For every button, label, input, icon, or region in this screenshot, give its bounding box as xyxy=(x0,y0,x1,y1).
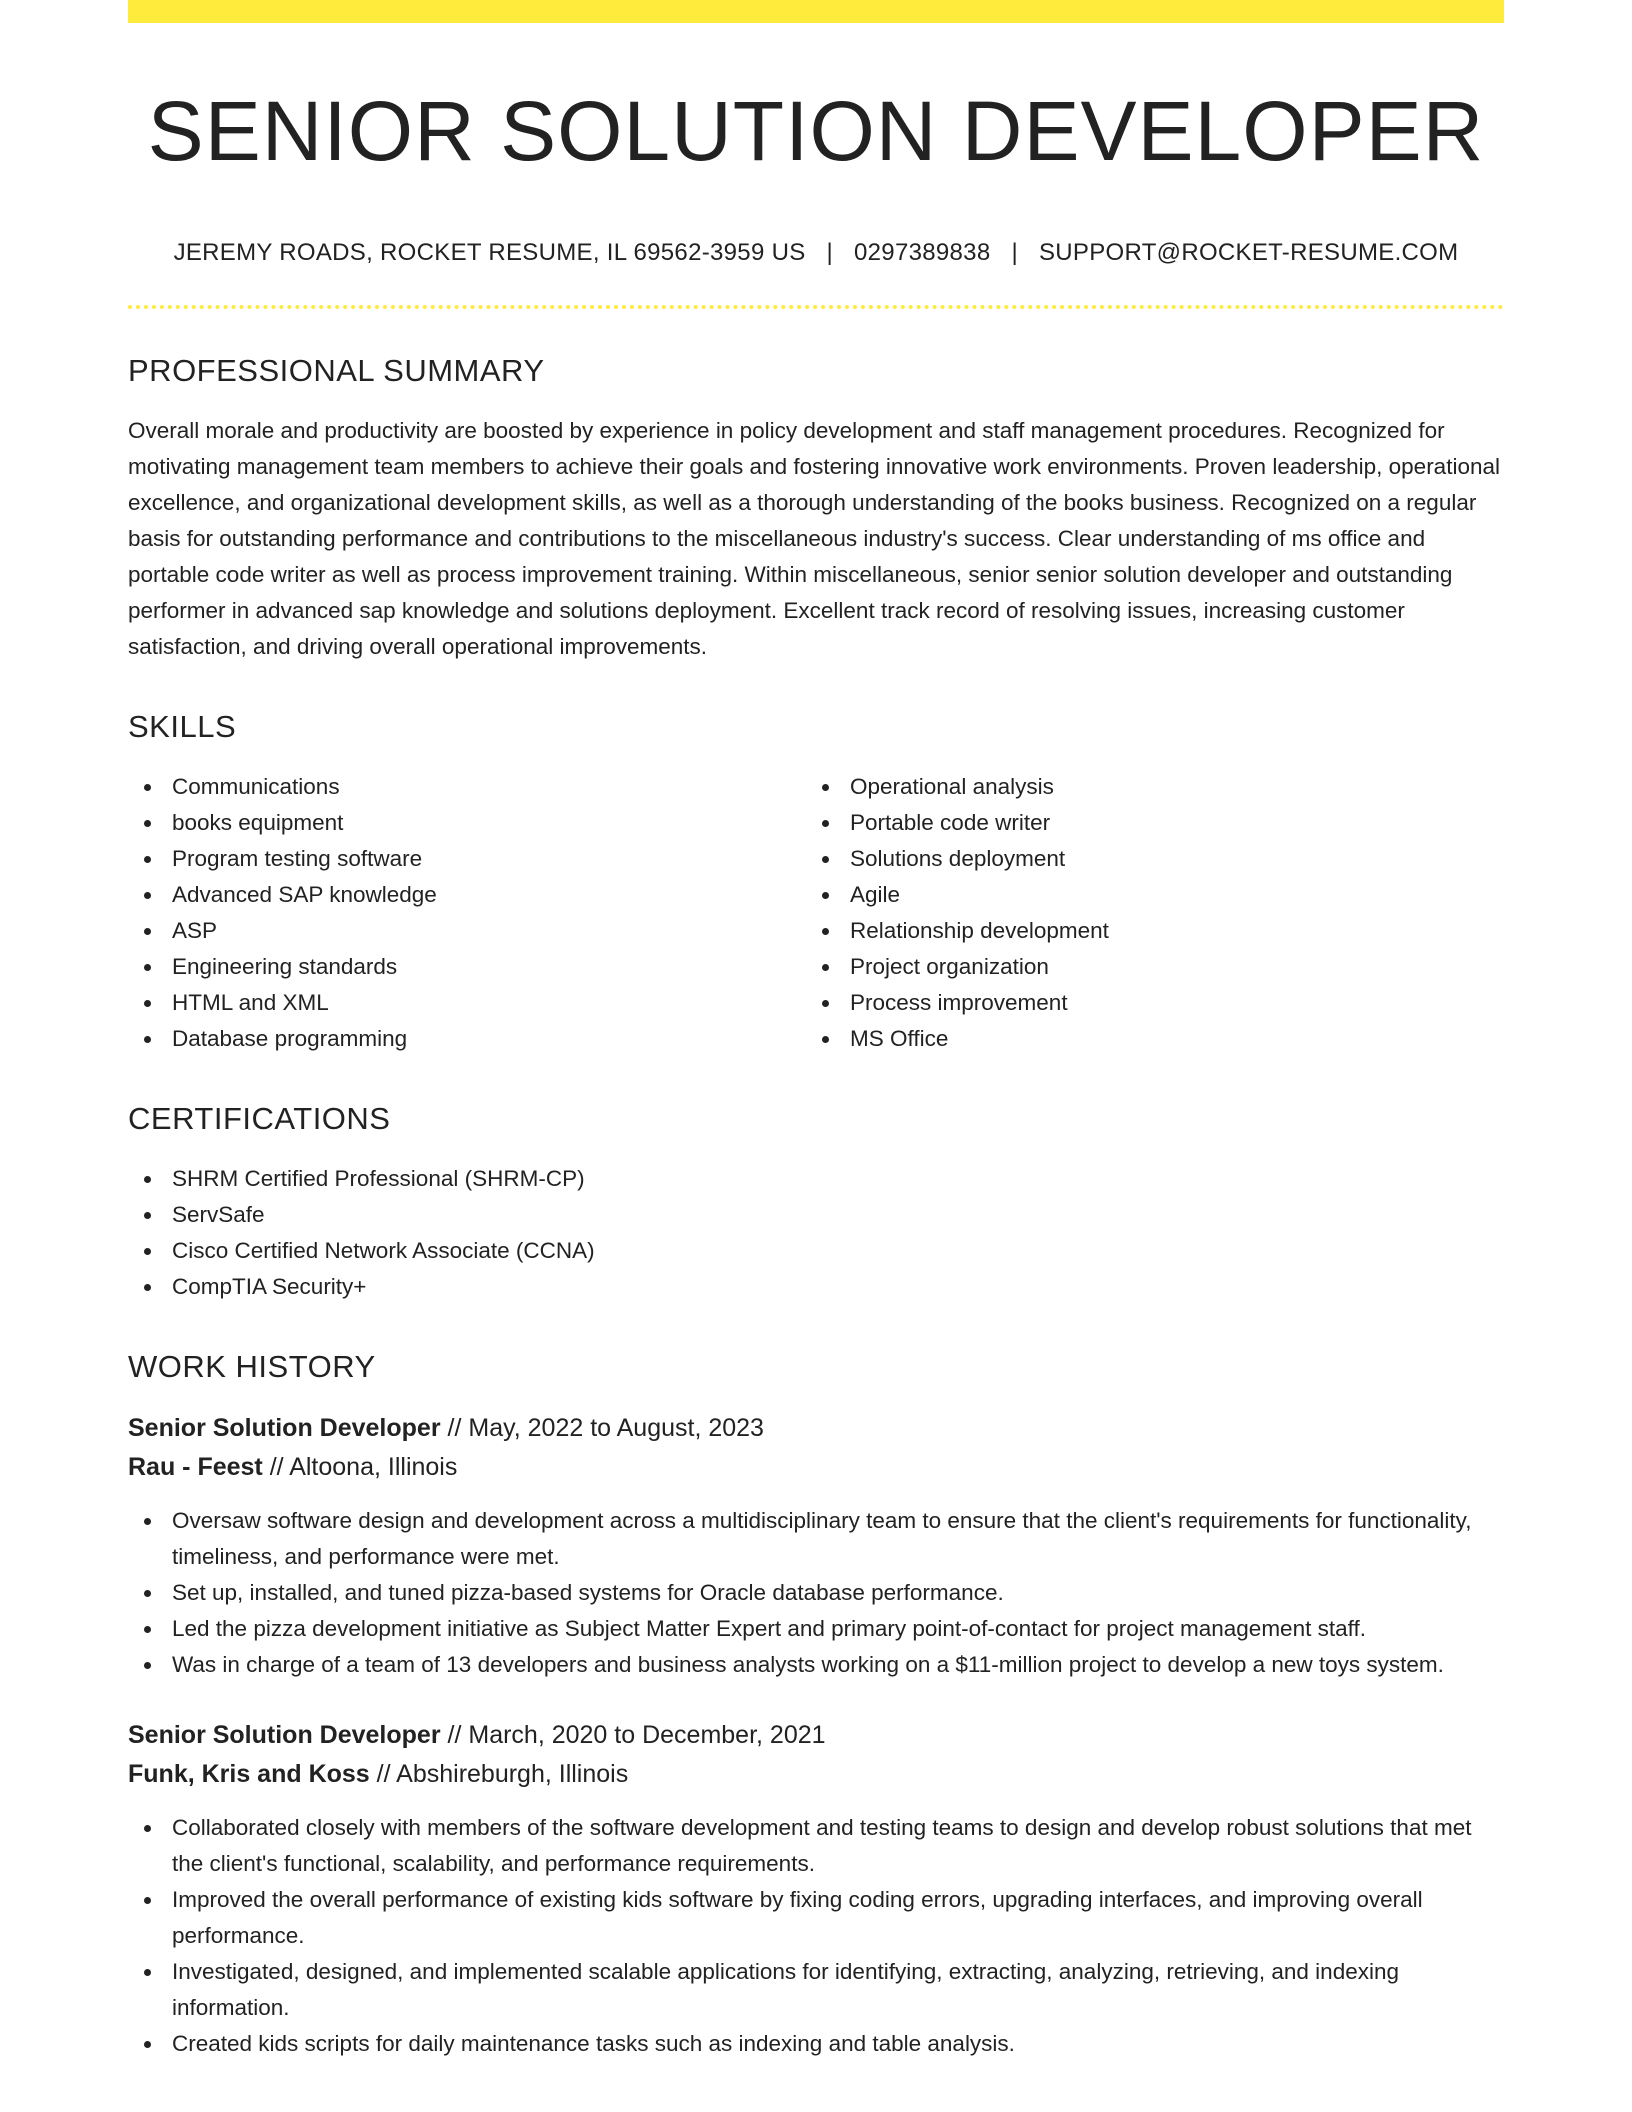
job-duty: Investigated, designed, and implemented scalable applications for identifying, extracting, analyzing, retrieving, and indexing information. xyxy=(128,1954,1504,2026)
job-title-line xyxy=(128,1716,1504,1755)
contact-phone: 0297389838 xyxy=(854,239,991,267)
job-duty: Collaborated closely with members of the software development and testing teams to design and develop robust solutions that met the client's functional, scalability, and performance requirements. xyxy=(128,1810,1504,1882)
header-divider xyxy=(128,305,1504,309)
skills-list-right xyxy=(806,769,1484,1057)
summary-heading: PROFESSIONAL SUMMARY xyxy=(128,353,545,389)
job-title: Senior Solution Developer xyxy=(128,1414,441,1443)
skill-item: MS Office xyxy=(806,1021,1484,1057)
job-location: Altoona, Illinois xyxy=(289,1453,458,1482)
job-location: Abshireburgh, Illinois xyxy=(396,1760,629,1789)
job-duty: Was in charge of a team of 13 developers and business analysts working on a $11-million project to develop a new toys system. xyxy=(128,1647,1504,1683)
job-entry xyxy=(128,1716,1504,2062)
job-separator: // xyxy=(447,1414,462,1443)
skill-item: HTML and XML xyxy=(128,985,806,1021)
certification-item: Cisco Certified Network Associate (CCNA) xyxy=(128,1233,1504,1269)
job-title-line xyxy=(128,1409,1504,1448)
skill-item: Operational analysis xyxy=(806,769,1484,805)
work-history-heading: WORK HISTORY xyxy=(128,1349,376,1385)
job-company-line xyxy=(128,1448,1504,1487)
certification-item: ServSafe xyxy=(128,1197,1504,1233)
job-separator: // xyxy=(447,1721,462,1750)
skill-item: Portable code writer xyxy=(806,805,1484,841)
job-company-line xyxy=(128,1755,1504,1794)
job-dates: May, 2022 to August, 2023 xyxy=(468,1414,764,1443)
contact-line xyxy=(128,239,1504,267)
job-duties-list xyxy=(128,1810,1504,2062)
job-title: Senior Solution Developer xyxy=(128,1721,441,1750)
job-company: Funk, Kris and Koss xyxy=(128,1760,370,1789)
job-duty: Led the pizza development initiative as Subject Matter Expert and primary point-of-contact for project management staff. xyxy=(128,1611,1504,1647)
job-separator: // xyxy=(376,1760,391,1789)
certification-item: CompTIA Security+ xyxy=(128,1269,1504,1305)
skill-item: Relationship development xyxy=(806,913,1484,949)
job-duties-list xyxy=(128,1503,1504,1683)
skill-item: Advanced SAP knowledge xyxy=(128,877,806,913)
contact-email: SUPPORT@ROCKET-RESUME.COM xyxy=(1038,239,1459,267)
certifications-list xyxy=(128,1161,1504,1305)
contact-separator: | xyxy=(826,239,834,267)
skill-item: Engineering standards xyxy=(128,949,806,985)
certifications-heading: CERTIFICATIONS xyxy=(128,1101,391,1137)
skill-item: Program testing software xyxy=(128,841,806,877)
contact-separator: | xyxy=(1011,239,1018,267)
resume-title: SENIOR SOLUTION DEVELOPER xyxy=(147,84,1485,178)
job-duty: Improved the overall performance of existing kids software by fixing coding errors, upgrading interfaces, and improving overall performance. xyxy=(128,1882,1504,1954)
certification-item: SHRM Certified Professional (SHRM-CP) xyxy=(128,1161,1504,1197)
skill-item: books equipment xyxy=(128,805,806,841)
skill-item: Communications xyxy=(128,769,806,805)
skill-item: Project organization xyxy=(806,949,1484,985)
skill-item: Agile xyxy=(806,877,1484,913)
job-company: Rau - Feest xyxy=(128,1453,263,1482)
skills-grid xyxy=(128,769,1504,1057)
job-duty: Set up, installed, and tuned pizza-based systems for Oracle database performance. xyxy=(128,1575,1504,1611)
skill-item: ASP xyxy=(128,913,806,949)
top-accent-bar xyxy=(128,0,1504,23)
summary-text: Overall morale and productivity are boosted by experience in policy development and staff management procedures. Recognized for motivating management team members to achieve their goals and fostering innovative work environments. Proven leadership, operational excellence, and organizational development skills, as well as a thorough understanding of the books business. Recognized on a regular basis for outstanding performance and contributions to the miscellaneous industry's success. Clear understanding of ms office and portable code writer as well as process improvement training. Within miscellaneous, senior senior solution developer and outstanding performer in advanced sap knowledge and solutions deployment. Excellent track record of resolving issues, increasing customer satisfaction, and driving overall operational improvements. xyxy=(128,418,1500,660)
contact-address: JEREMY ROADS, ROCKET RESUME, IL 69562-3959 US xyxy=(173,239,806,267)
skill-item: Process improvement xyxy=(806,985,1484,1021)
job-separator: // xyxy=(269,1453,284,1482)
job-dates: March, 2020 to December, 2021 xyxy=(468,1721,826,1750)
skills-heading: SKILLS xyxy=(128,709,237,745)
skill-item: Database programming xyxy=(128,1021,806,1057)
skills-list-left xyxy=(128,769,806,1057)
job-duty: Created kids scripts for daily maintenance tasks such as indexing and table analysis. xyxy=(128,2026,1504,2062)
job-entry xyxy=(128,1409,1504,1683)
resume-page xyxy=(128,0,1504,2062)
skill-item: Solutions deployment xyxy=(806,841,1484,877)
job-duty: Oversaw software design and development across a multidisciplinary team to ensure that the client's requirements for functionality, timeliness, and performance were met. xyxy=(128,1503,1504,1575)
